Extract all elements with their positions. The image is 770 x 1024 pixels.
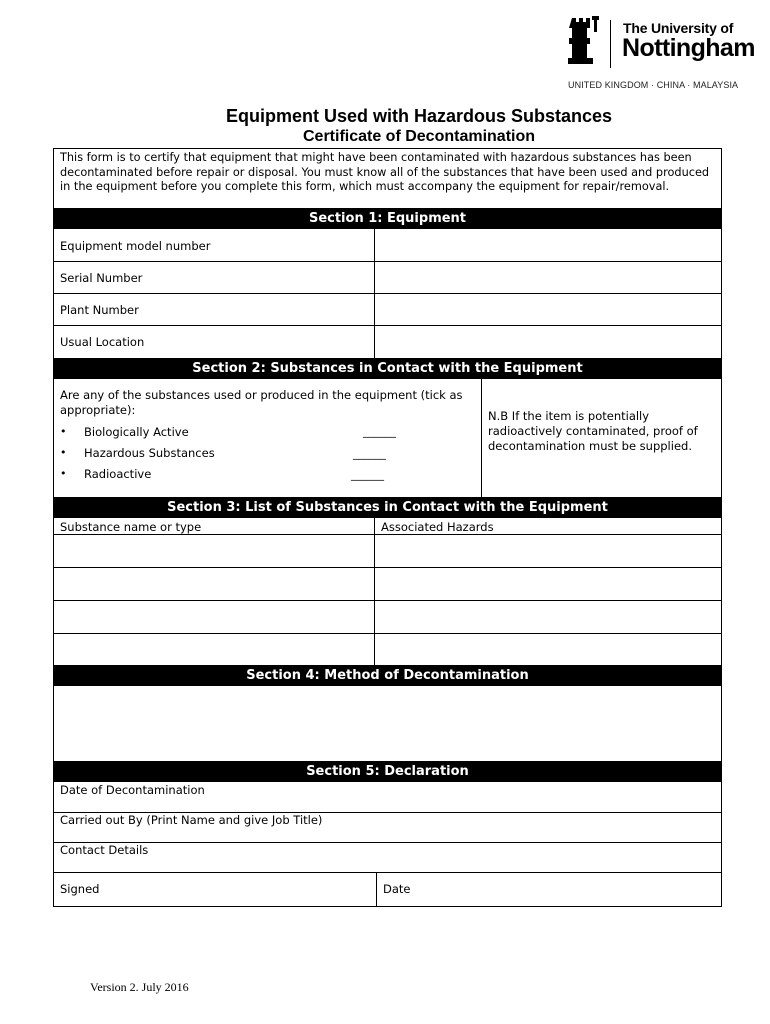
- carried-out-by-label: Carried out By (Print Name and give Job Title): [60, 813, 323, 827]
- section5-row-divider: [54, 872, 721, 873]
- radioactive-note: N.B If the item is potentially radioactively contaminated, proof of decontamination must be supplied.: [488, 409, 698, 453]
- plant-number-label: Plant Number: [60, 303, 139, 317]
- decontamination-method-input[interactable]: [60, 691, 715, 757]
- substance-cell-1[interactable]: [60, 539, 370, 565]
- column-associated-hazards: Associated Hazards: [381, 520, 494, 534]
- section3-row-divider: [54, 567, 721, 568]
- usual-location-label: Usual Location: [60, 335, 145, 349]
- option-biologically-active: Biologically Active: [84, 425, 189, 439]
- serial-number-label: Serial Number: [60, 271, 143, 285]
- usual-location-input[interactable]: [380, 335, 716, 357]
- date-of-decontamination-label: Date of Decontamination: [60, 783, 205, 797]
- logo-line2: Nottingham: [622, 34, 755, 62]
- section2-heading: Section 2: Substances in Contact with the Equipment: [54, 358, 721, 379]
- bullet-radioactive: •: [60, 467, 67, 480]
- hazard-cell-4[interactable]: [380, 638, 716, 664]
- section1-heading: Section 1: Equipment: [54, 208, 721, 229]
- section1-row-divider: [54, 325, 721, 326]
- bullet-hazardous: •: [60, 446, 67, 459]
- section1-row-divider: [54, 261, 721, 262]
- substance-cell-2[interactable]: [60, 572, 370, 598]
- column-substance-name: Substance name or type: [60, 520, 202, 534]
- option-radioactive: Radioactive: [84, 467, 152, 481]
- section1-row-divider: [54, 293, 721, 294]
- substances-question: Are any of the substances used or produced in the equipment (tick as appropriate):: [60, 388, 463, 417]
- hazard-cell-2[interactable]: [380, 572, 716, 598]
- university-logo: [566, 14, 755, 94]
- form-subtitle: Certificate of Decontamination: [302, 128, 536, 145]
- hazard-cell-1[interactable]: [380, 539, 716, 565]
- contact-details-label: Contact Details: [60, 843, 149, 857]
- substance-cell-3[interactable]: [60, 605, 370, 631]
- equipment-model-label: Equipment model number: [60, 239, 211, 253]
- signed-label: Signed: [60, 882, 100, 896]
- bullet-biological: •: [60, 425, 67, 438]
- logo-line1: The University of: [623, 20, 734, 36]
- section4-heading: Section 4: Method of Decontamination: [54, 665, 721, 686]
- section5-heading: Section 5: Declaration: [54, 761, 721, 782]
- intro-text: This form is to certify that equipment that might have been contaminated with hazardous substances has been decontaminated before repair or disposal. You must know all of the substances that have been used and produced in the equipment before you complete this form, which must accompany the equipment for repair/removal.: [60, 151, 710, 194]
- section3-row-divider: [54, 600, 721, 601]
- plant-number-input[interactable]: [380, 303, 716, 325]
- substance-cell-4[interactable]: [60, 638, 370, 664]
- hazard-cell-3[interactable]: [380, 605, 716, 631]
- certificate-form: [53, 148, 722, 907]
- section5-column-divider: [376, 872, 377, 907]
- logo-subtitle: UNITED KINGDOM · CHINA · MALAYSIA: [568, 80, 739, 90]
- date-label: Date: [383, 882, 411, 896]
- castle-crest-icon: [568, 16, 604, 66]
- logo-divider: [610, 20, 611, 68]
- version-footer: Version 2. July 2016: [90, 980, 189, 994]
- tick-biologically-active[interactable]: ______: [363, 425, 396, 438]
- section2-column-divider: [481, 379, 482, 497]
- section5-row-divider: [54, 842, 721, 843]
- tick-radioactive[interactable]: ______: [351, 468, 384, 481]
- section3-column-divider: [374, 518, 375, 665]
- section3-row-divider: [54, 534, 721, 535]
- section3-heading: Section 3: List of Substances in Contact with the Equipment: [54, 497, 721, 518]
- section3-row-divider: [54, 633, 721, 634]
- form-title: Equipment Used with Hazardous Substances: [225, 106, 613, 126]
- option-hazardous-substances: Hazardous Substances: [84, 446, 215, 460]
- serial-number-input[interactable]: [380, 271, 716, 293]
- tick-hazardous-substances[interactable]: ______: [353, 447, 386, 460]
- equipment-model-input[interactable]: [380, 239, 716, 261]
